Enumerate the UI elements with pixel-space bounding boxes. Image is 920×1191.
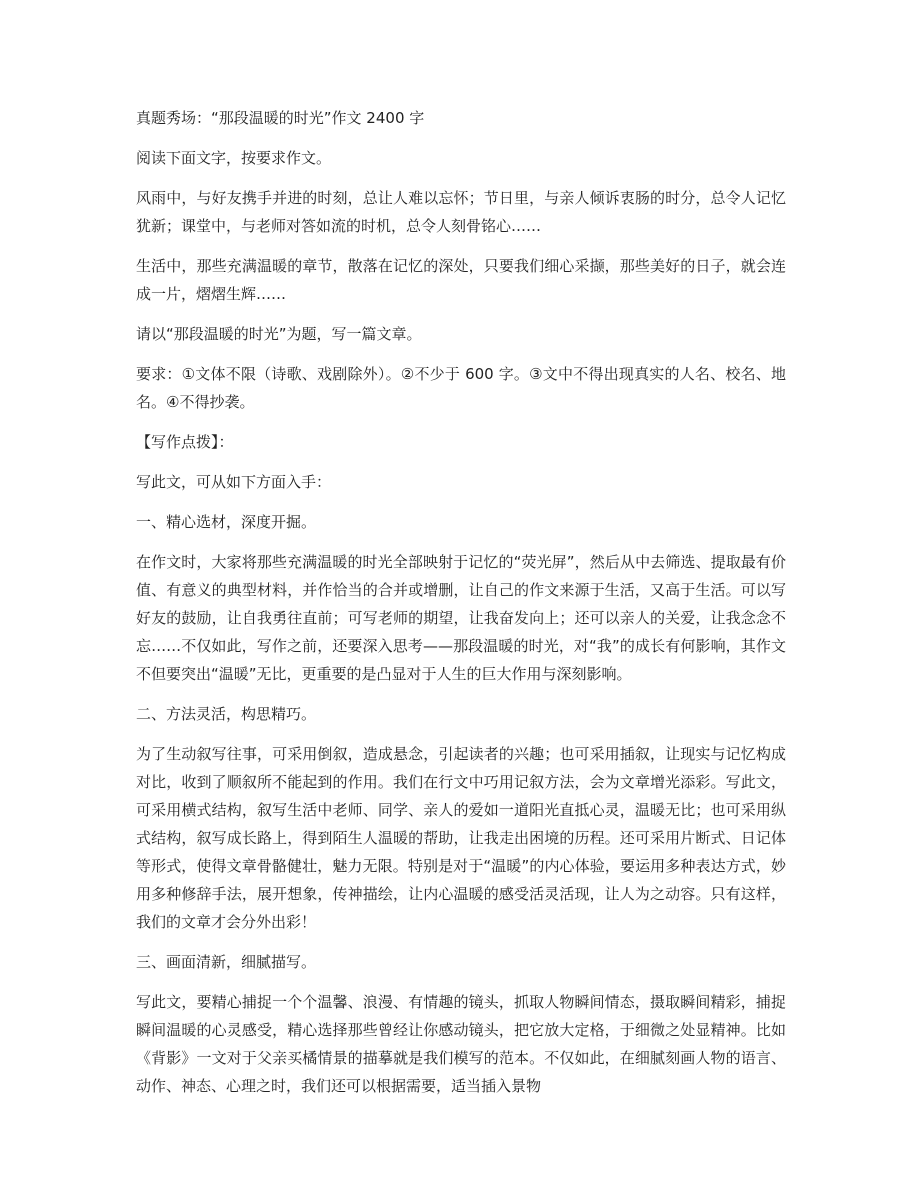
guidance-intro: 写此文，可从如下方面入手： [136,473,332,491]
prompt-paragraph-2: 生活中，那些充满温暖的章节，散落在记忆的深处，只要我们细心采撷，那些美好的日子，就会连成一片，熠熠生辉…… [136,257,786,303]
section-heading-3: 三、画面清新，细腻描写。 [136,953,317,971]
guidance-heading: 【写作点拨】： [136,433,234,451]
instruction-paragraph: 阅读下面文字，按要求作文。 [136,149,332,167]
section-heading-1: 一、精心选材，深度开掘。 [136,513,317,531]
topic-paragraph: 请以“那段温暖的时光”为题，写一篇文章。 [136,325,422,343]
requirements-paragraph: 要求：①文体不限（诗歌、戏剧除外）。②不少于 600 字。③文中不得出现真实的人名、校名、地名。④不得抄袭。 [136,365,786,411]
section-body-3: 写此文，要精心捕捉一个个温馨、浪漫、有情趣的镜头，抓取人物瞬间情态，摄取瞬间精彩，捕捉瞬间温暖的心灵感受，精心选择那些曾经让你感动镜头，把它放大定格，于细微之处显精神。比如《背影》一文对于父亲买橘情景的描摹就是我们模写的范本。不仅如此，在细腻刻画人物的语言、动作、神态、心理之时，我们还可以根据需要，适当插入景物 [136,993,786,1095]
prompt-paragraph-1: 风雨中，与好友携手并进的时刻，总让人难以忘怀；节日里，与亲人倾诉衷肠的时分，总令人记忆犹新；课堂中，与老师对答如流的时机，总令人刻骨铭心…… [136,189,786,235]
document-title: 真题秀场：“那段温暖的时光”作文 2400 字 [136,109,425,127]
section-body-1: 在作文时，大家将那些充满温暖的时光全部映射于记忆的“荧光屏”，然后从中去筛选、提取最有价值、有意义的典型材料，并作恰当的合并或增删，让自己的作文来源于生活，又高于生活。可以写好友的鼓励，让自我勇往直前；可写老师的期望，让我奋发向上；还可以亲人的关爱，让我念念不忘……不仅如此，写作之前，还要深入思考——那段温暖的时光，对“我”的成长有何影响，其作文不但要突出“温暖”无比，更重要的是凸显对于人生的巨大作用与深刻影响。 [136,553,786,683]
section-heading-2: 二、方法灵活，构思精巧。 [136,705,317,723]
section-body-2: 为了生动叙写往事，可采用倒叙，造成悬念，引起读者的兴趣；也可采用插叙，让现实与记忆构成对比，收到了顺叙所不能起到的作用。我们在行文中巧用记叙方法，会为文章增光添彩。写此文，可采用横式结构，叙写生活中老师、同学、亲人的爱如一道阳光直抵心灵，温暖无比；也可采用纵式结构，叙写成长路上，得到陌生人温暖的帮助，让我走出困境的历程。还可采用片断式、日记体等形式，使得文章骨骼健壮，魅力无限。特别是对于“温暖”的内心体验，要运用多种表达方式，妙用多种修辞手法，展开想象，传神描绘，让内心温暖的感受活灵活现，让人为之动容。只有这样，我们的文章才会分外出彩！ [136,745,786,931]
document-page [136,104,786,1112]
